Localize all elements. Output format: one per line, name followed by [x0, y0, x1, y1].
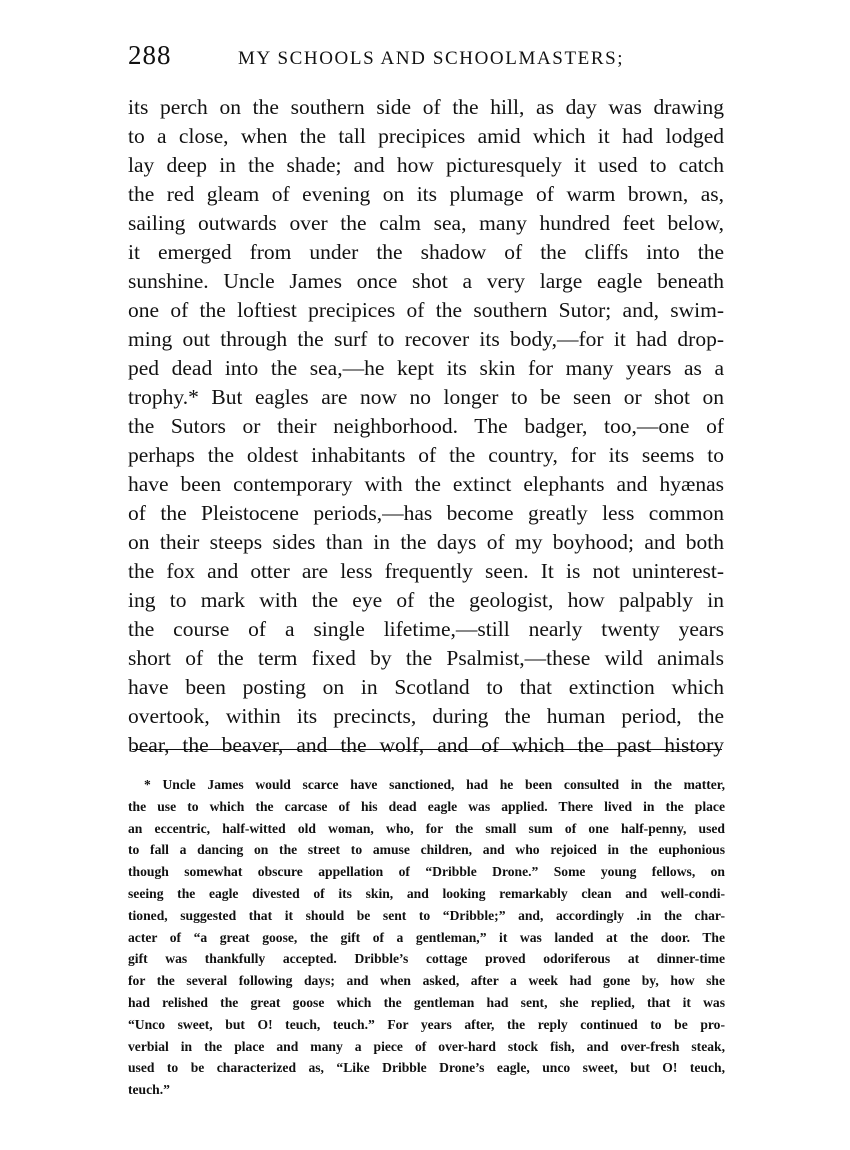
body-line: bear, the beaver, and the wolf, and of which the past history	[128, 733, 724, 757]
body-line: the fox and otter are less frequently seen. It is not uninterest-	[128, 559, 724, 583]
body-line: one of the loftiest precipices of the southern Sutor; and, swim-	[128, 298, 724, 322]
footnote-line: seeing the eagle divested of its skin, and looking remarkably clean and well-condi-	[128, 885, 725, 901]
body-line: have been posting on in Scotland to that extinction which	[128, 675, 724, 699]
body-line: sailing outwards over the calm sea, many hundred feet below,	[128, 211, 724, 235]
footnote-line: for the several following days; and when asked, after a week had gone by, how she	[128, 973, 725, 989]
footnote-line: verbial in the place and many a piece of over-hard stock fish, and over-fresh steak,	[128, 1038, 725, 1054]
body-line: ped dead into the sea,—he kept its skin for many years as a	[128, 356, 724, 380]
body-line: lay deep in the shade; and how picturesquely it used to catch	[128, 153, 724, 177]
footnote-line: teuch.”	[128, 1082, 170, 1098]
body-line: short of the term fixed by the Psalmist,—these wild animals	[128, 646, 724, 670]
running-title: MY SCHOOLS AND SCHOOLMASTERS;	[238, 48, 625, 69]
body-line: its perch on the southern side of the hill, as day was drawing	[128, 95, 724, 119]
footnote-line: “Unco sweet, but O! teuch, teuch.” For years after, the reply continued to be pro-	[128, 1016, 725, 1032]
body-line: overtook, within its precincts, during the human period, the	[128, 704, 724, 728]
body-line: it emerged from under the shadow of the cliffs into the	[128, 240, 724, 264]
body-text	[128, 93, 724, 760]
body-line: of the Pleistocene periods,—has become greatly less common	[128, 501, 724, 525]
body-line: have been contemporary with the extinct elephants and hyænas	[128, 472, 724, 496]
footnote-line: tioned, suggested that it should be sent to “Dribble;” and, accordingly .in the char-	[128, 907, 725, 923]
body-line: to a close, when the tall precipices amid which it had lodged	[128, 124, 724, 148]
footnote-line: used to be characterized as, “Like Dribble Drone’s eagle, unco sweet, but O! teuch,	[128, 1060, 725, 1076]
body-line: the red gleam of evening on its plumage of warm brown, as,	[128, 182, 724, 206]
body-line: the Sutors or their neighborhood. The badger, too,—one of	[128, 414, 724, 438]
body-line: perhaps the oldest inhabitants of the country, for its seems to	[128, 443, 724, 467]
running-head	[128, 40, 728, 80]
footnote-line: acter of “a great goose, the gift of a gentleman,” it was landed at the door. The	[128, 929, 725, 945]
footnote-line: to fall a dancing on the street to amuse children, and who rejoiced in the euphonious	[128, 842, 725, 858]
body-line: trophy.* But eagles are now no longer to be seen or shot on	[128, 385, 724, 409]
body-line: ing to mark with the eye of the geologist, how palpably in	[128, 588, 724, 612]
body-line: sunshine. Uncle James once shot a very large eagle beneath	[128, 269, 724, 293]
footnote-line: the use to which the carcase of his dead eagle was applied. There lived in the place	[128, 798, 725, 814]
body-line: on their steeps sides than in the days of my boyhood; and both	[128, 530, 724, 554]
body-line: ming out through the surf to recover its body,—for it had drop-	[128, 327, 724, 351]
footnote-line: had relished the great goose which the gentleman had sent, she replied, that it was	[128, 994, 725, 1010]
footnote-separator-rule	[132, 749, 722, 750]
footnote-line: gift was thankfully accepted. Dribble’s cottage proved odoriferous at dinner-time	[128, 951, 725, 967]
footnote-line: though somewhat obscure appellation of “Dribble Drone.” Some young fellows, on	[128, 864, 725, 880]
footnote	[128, 774, 725, 1101]
body-line: the course of a single lifetime,—still nearly twenty years	[128, 617, 724, 641]
page-number: 288	[128, 40, 172, 70]
footnote-line: * Uncle James would scarce have sanctioned, had he been consulted in the matter,	[144, 777, 725, 792]
footnote-line: an eccentric, half-witted old woman, who, for the small sum of one half-penny, used	[128, 820, 725, 836]
